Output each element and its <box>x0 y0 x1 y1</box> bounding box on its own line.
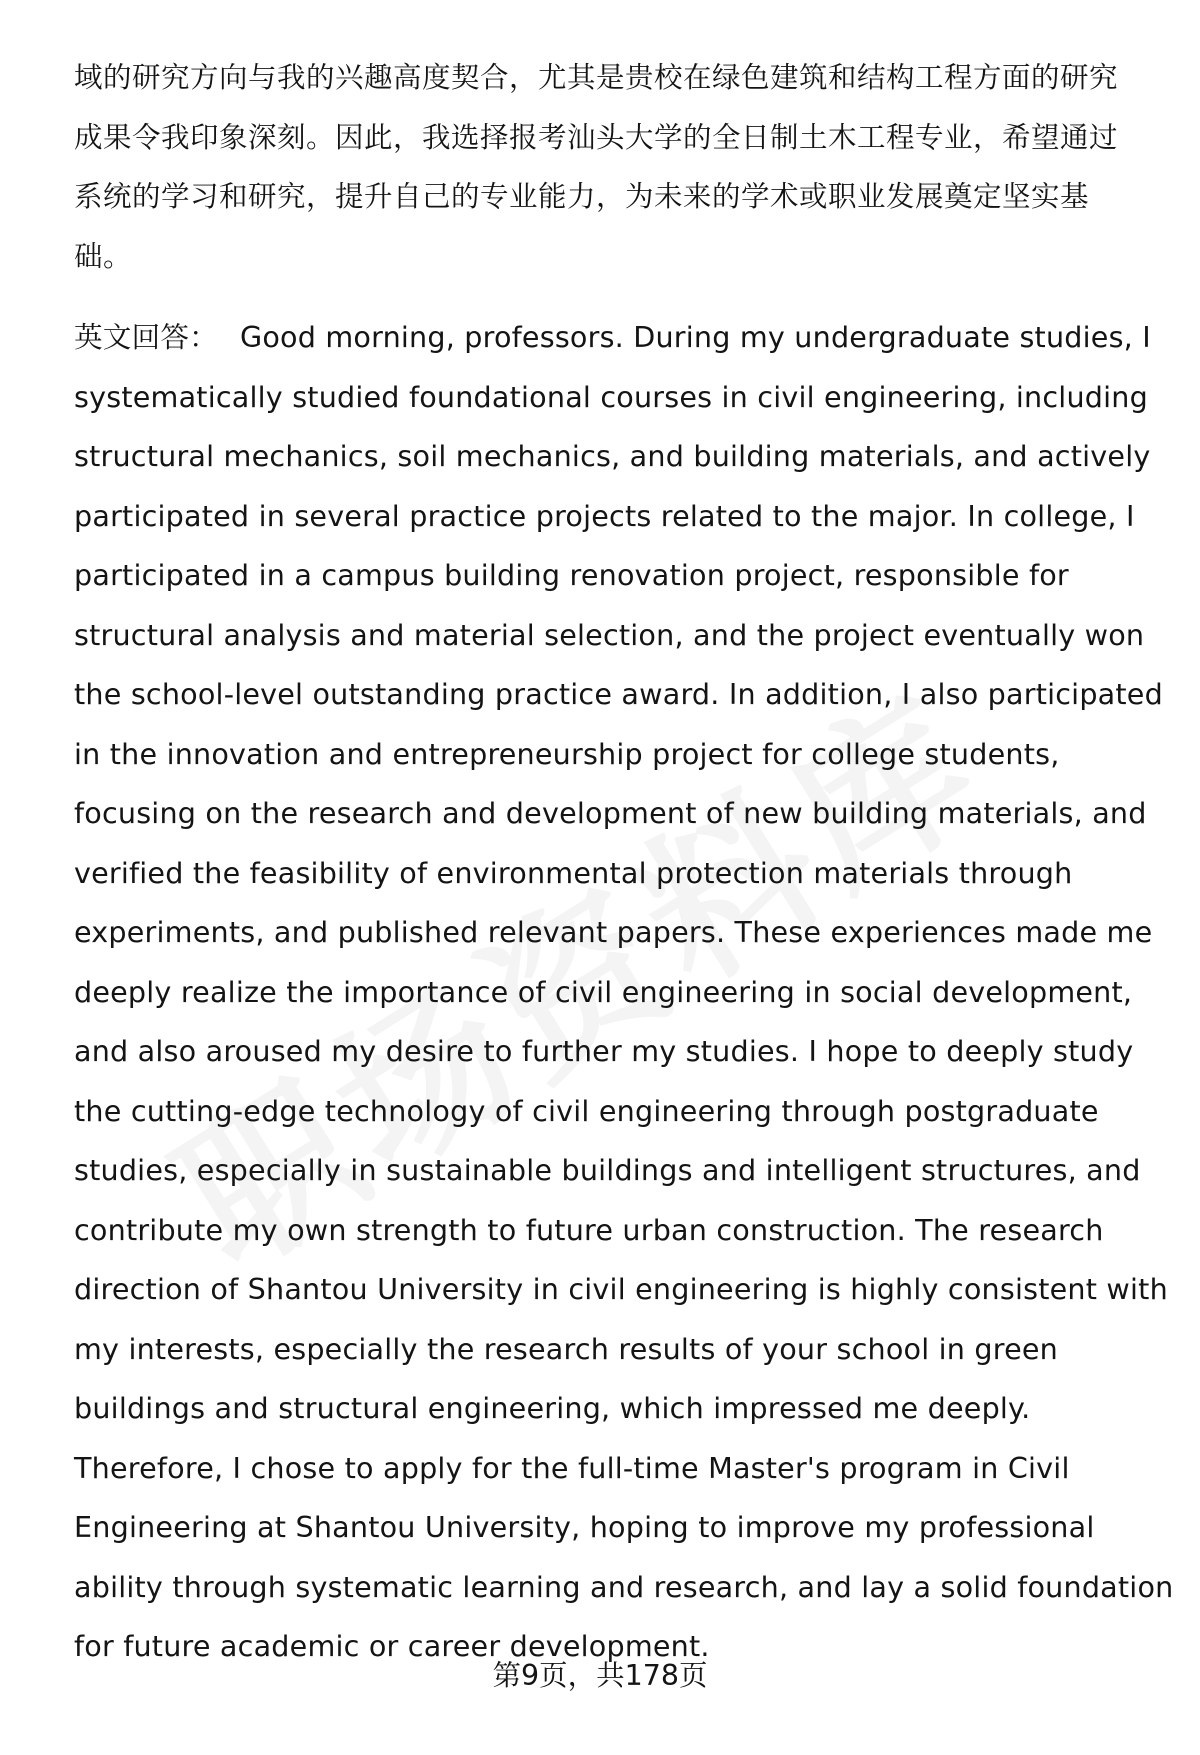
text-line: participated in a campus building renovation project, responsible for <box>74 558 1069 592</box>
text-line: and also aroused my desire to further my studies. I hope to deeply study <box>74 1034 1134 1068</box>
text-line: structural analysis and material selection, and the project eventually won <box>74 617 1145 652</box>
chinese-paragraph <box>74 48 1154 286</box>
text-line: for future academic or career development. <box>74 1629 710 1663</box>
document-body <box>74 48 1174 1677</box>
text-line: my interests, especially the research results of your school in green <box>74 1331 1058 1366</box>
text-line-content: Good morning, professors. During my undergraduate studies, I <box>239 320 1151 354</box>
text-line: 系统的学习和研究，提升自己的专业能力，为未来的学术或职业发展奠定坚实基 <box>74 180 1090 213</box>
text-line: the school-level outstanding practice award. In addition, I also participated <box>74 677 1163 711</box>
text-line: focusing on the research and development of new building materials, and <box>74 796 1147 830</box>
text-line: the cutting-edge technology of civil engineering through postgraduate <box>74 1093 1099 1128</box>
text-line: Engineering at Shantou University, hoping to improve my professional <box>74 1510 1095 1544</box>
text-line: Therefore, I chose to apply for the full-time Master's program in Civil <box>74 1450 1070 1485</box>
text-line: in the innovation and entrepreneurship project for college students, <box>74 736 1060 771</box>
text-line: ability through systematic learning and research, and lay a solid foundation <box>74 1569 1174 1604</box>
text-line: participated in several practice projects related to the major. In college, I <box>74 498 1135 533</box>
text-line: studies, especially in sustainable buildings and intelligent structures, and <box>74 1153 1141 1187</box>
text-line: structural mechanics, soil mechanics, and building materials, and actively <box>74 439 1151 473</box>
text-line: direction of Shantou University in civil engineering is highly consistent with <box>74 1272 1168 1306</box>
text-line: verified the feasibility of environmental protection materials through <box>74 855 1073 890</box>
text-line: 域的研究方向与我的兴趣高度契合，尤其是贵校在绿色建筑和结构工程方面的研究 <box>74 61 1119 94</box>
text-line: deeply realize the importance of civil engineering in social development, <box>74 974 1133 1009</box>
text-line: experiments, and published relevant papers. These experiences made me <box>74 915 1153 949</box>
text-line: 成果令我印象深刻。因此，我选择报考汕头大学的全日制土木工程专业，希望通过 <box>74 120 1119 154</box>
text-line: 础。 <box>74 239 133 273</box>
english-answer-paragraph <box>74 308 1174 1677</box>
english-answer-label: 英文回答： <box>74 320 218 354</box>
text-line <box>74 308 1154 368</box>
page-footer <box>0 1656 1200 1696</box>
text-line: systematically studied foundational courses in civil engineering, including <box>74 379 1148 414</box>
text-line: contribute my own strength to future urban construction. The research <box>74 1212 1104 1247</box>
page-indicator: 第9页，共178页 <box>492 1659 708 1692</box>
text-line: buildings and structural engineering, which impressed me deeply. <box>74 1391 1031 1425</box>
